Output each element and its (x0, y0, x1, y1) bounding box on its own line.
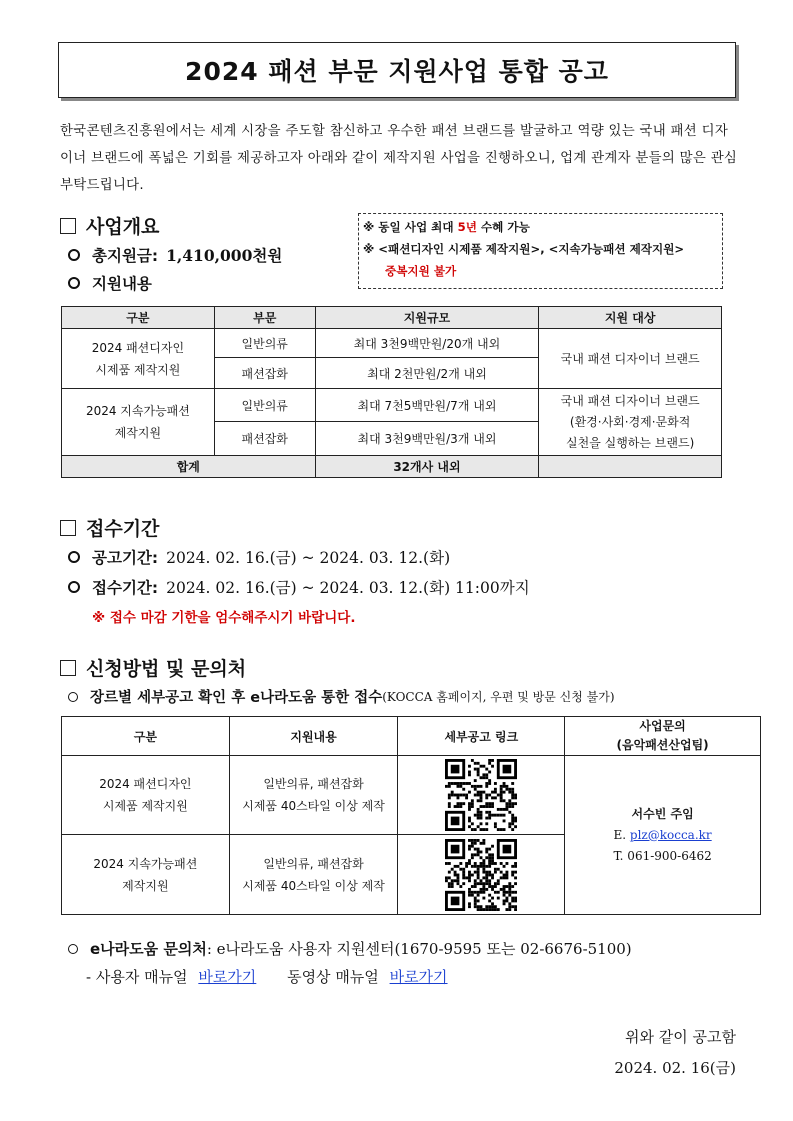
section-heading: 사업개요 (86, 216, 160, 238)
contact-cell: 서수빈 주임 E. plz@kocca.kr T. 061-900-6462 (565, 756, 761, 915)
total-budget (68, 244, 282, 266)
qr-code-link-2[interactable] (398, 835, 565, 915)
square-bullet-icon (60, 520, 76, 536)
table-header-row: 구분 부문 지원규모 지원 대상 (62, 307, 722, 329)
table-total-row: 합계 32개사 내외 (62, 456, 722, 478)
table-row: 패션잡화 최대 3천9백만원/3개 내외 (62, 422, 722, 456)
table-header-row: 구분 지원내용 세부공고 링크 사업문의 (음악패션산업팀) (62, 717, 761, 756)
section-apply (60, 654, 246, 681)
closing-statement: 위와 같이 공고함 (625, 1028, 736, 1046)
note-box (358, 213, 723, 289)
contact-name: 서수빈 주임 (631, 806, 694, 821)
table-row: 2024 패션디자인 시제품 제작지원 일반의류, 패션잡화 시제품 40스타일 이상 제작 서수빈 주임 E. plz@kocca.kr T. 061-900-6462 (62, 756, 761, 835)
section-heading: 접수기간 (86, 518, 160, 540)
apply-method: 장르별 세부공고 확인 후 e나라도움 통한 접수 (KOCCA 홈페이지, 우편 및 방문 신청 불가) (68, 686, 615, 707)
video-manual-link[interactable]: 바로가기 (389, 968, 448, 986)
table-row: 2024 지속가능패션 제작지원 일반의류, 패션잡화 시제품 40스타일 이상 제작 (62, 835, 761, 915)
section-period (60, 514, 159, 541)
support-table (61, 306, 722, 478)
user-manual-link[interactable]: 바로가기 (198, 968, 257, 986)
table-row: 패션잡화 최대 2천만원/2개 내외 (62, 358, 722, 389)
circle-bullet-icon (68, 581, 80, 593)
circle-bullet-icon (68, 249, 80, 261)
circle-bullet-icon (68, 944, 78, 954)
qr-code-icon[interactable] (445, 759, 517, 831)
circle-bullet-icon (68, 551, 80, 563)
total-label: 총지원금: (92, 247, 159, 265)
note-line-1: ※ 동일 사업 최대 5년 수혜 가능 (363, 220, 530, 234)
section-overview (60, 212, 159, 239)
circle-bullet-icon (68, 692, 78, 702)
total-value: 1,410,000천원 (166, 246, 283, 265)
note-line-2: ※ <패션디자인 시제품 제작지원>, <지속가능패션 제작지원> (363, 242, 685, 256)
section-heading: 신청방법 및 문의처 (86, 658, 247, 680)
deadline-warning: ※ 접수 마감 기한을 엄수해주시기 바랍니다. (92, 610, 356, 626)
square-bullet-icon (60, 660, 76, 676)
content-label: 지원내용 (92, 275, 152, 293)
square-bullet-icon (60, 218, 76, 234)
circle-bullet-icon (68, 277, 80, 289)
title-box (58, 42, 736, 98)
enara-contact: e나라도움 문의처 : e나라도움 사용자 지원센터(1670-9595 또는 02-6676-5100) (68, 938, 632, 959)
closing-date: 2024. 02. 16(금) (614, 1059, 736, 1077)
support-content (68, 272, 152, 294)
intro-paragraph: 한국콘텐츠진흥원에서는 세계 시장을 주도할 참신하고 우수한 패션 브랜드를 발굴하고 역량 있는 국내 패션 디자이너 브랜드에 폭넓은 기회를 제공하고자 아래와 같이 제작지원 사업을 진행하오니, 업계 관계자 분들의 많은 관심 부탁드립니다. (60, 124, 738, 193)
manual-links: - 사용자 매뉴얼 바로가기 동영상 매뉴얼 바로가기 (86, 968, 448, 986)
qr-code-link-1[interactable] (398, 756, 565, 835)
page-title: 2024 패션 부문 지원사업 통합 공고 (185, 57, 609, 86)
notice-period: 공고기간: 2024. 02. 16.(금) ~ 2024. 03. 12.(화) (68, 546, 450, 568)
qr-code-icon[interactable] (445, 839, 517, 911)
contact-tel: T. 061-900-6462 (613, 848, 712, 863)
receipt-period: 접수기간: 2024. 02. 16.(금) ~ 2024. 03. 12.(화) 11:00까지 (68, 576, 530, 598)
contact-table (61, 716, 761, 915)
table-row: 2024 지속가능패션 제작지원 일반의류 최대 7천5백만원/7개 내외 국내 패션 디자이너 브랜드 (환경·사회·경제·문화적 실천을 실행하는 브랜드) (62, 389, 722, 422)
note-line-3: 중복지원 불가 (385, 264, 457, 278)
contact-email-link[interactable]: plz@kocca.kr (629, 827, 712, 842)
table-row: 2024 패션디자인 시제품 제작지원 일반의류 최대 3천9백만원/20개 내외 국내 패션 디자이너 브랜드 (62, 329, 722, 358)
